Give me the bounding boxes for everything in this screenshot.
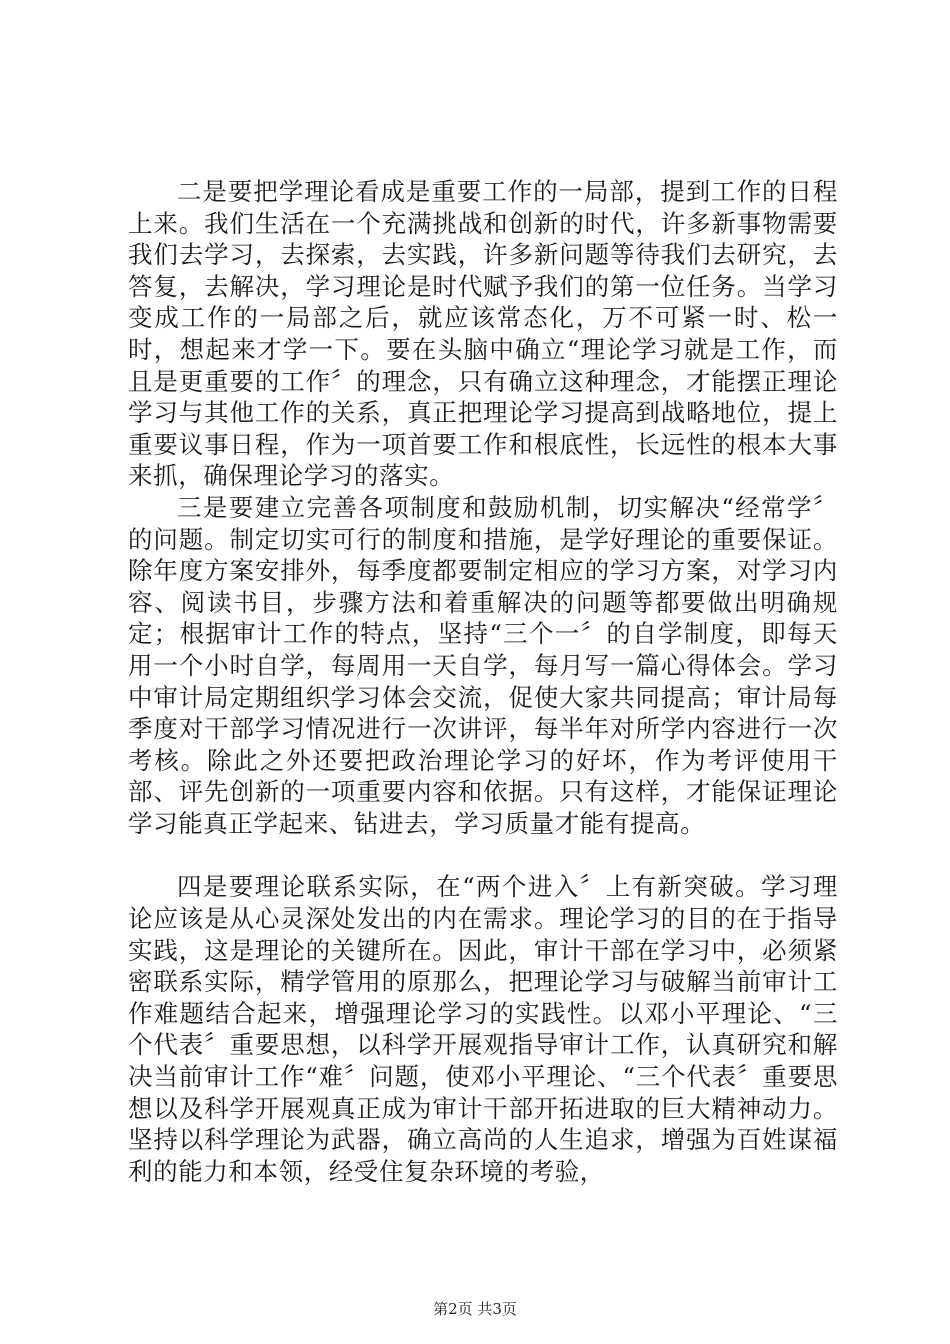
page-footer: 第2页 共3页 xyxy=(433,1300,517,1318)
paragraph-4: 四是要理论联系实际，在“两个进入〞上有新突破。学习理论应该是从心灵深处发出的内在需求。理论学习的目的在于指导实践，这是理论的关键所在。因此，审计干部在学习中，必须紧密联系实际，精学管用的原那么，把理论学习与破解当前审计工作难题结合起来，增强理论学习的实践性。以邓小平理论、“三个代表〞重要思想，以科学开展观指导审计工作，认真研究和解决当前审计工作“难〞问题，使邓小平理论、“三个代表〞重要思想以及科学开展观真正成为审计干部开拓进取的巨大精神动力。坚持以科学理论为武器，确立高尚的人生追求，增强为百姓谋福利的能力和本领，经受住复杂环境的考验， xyxy=(128,872,838,1186)
paragraph-2: 二是要把学理论看成是重要工作的一局部，提到工作的日程上来。我们生活在一个充满挑战和创新的时代，许多新事物需要我们去学习，去探索，去实践，许多新问题等待我们去研究，去答复，去解决，学习理论是时代赋予我们的第一位任务。当学习变成工作的一局部之后，就应该常态化，万不可紧一时、松一时，想起来才学一下。要在头脑中确立“理论学习就是工作，而且是更重要的工作〞的理念，只有确立这种理念，才能摆正理论学习与其他工作的关系，真正把理论学习提高到战略地位，提上重要议事日程，作为一项首要工作和根底性，长远性的根本大事来抓，确保理论学习的落实。 xyxy=(128,177,838,491)
paragraph-3: 三是要建立完善各项制度和鼓励机制，切实解决“经常学〞的问题。制定切实可行的制度和措施，是学好理论的重要保证。除年度方案安排外，每季度都要制定相应的学习方案，对学习内容、阅读书目，步骤方法和着重解决的问题等都要做出明确规定；根据审计工作的特点，坚持“三个一〞的自学制度，即每天用一个小时自学，每周用一天自学，每月写一篇心得体会。学习中审计局定期组织学习体会交流，促使大家共同提高；审计局每季度对干部学习情况进行一次讲评，每半年对所学内容进行一次考核。除此之外还要把政治理论学习的好坏，作为考评使用干部、评先创新的一项重要内容和依据。只有这样，才能保证理论学习能真正学起来、钻进去，学习质量才能有提高。 xyxy=(128,492,838,838)
paragraph-gap xyxy=(128,839,838,871)
body-text xyxy=(128,176,838,1187)
